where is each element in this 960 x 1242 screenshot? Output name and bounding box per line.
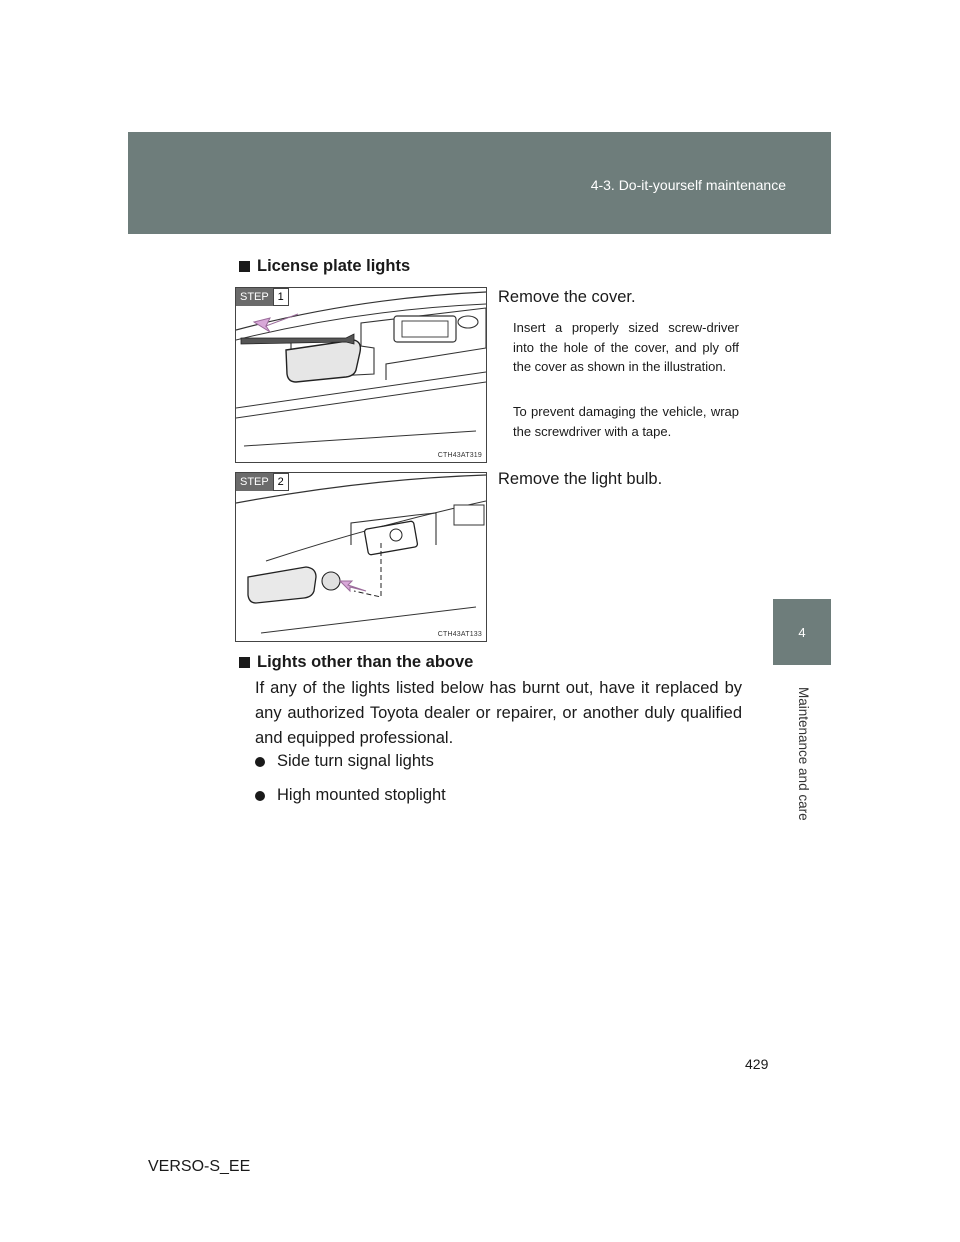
- bullet-dot-icon: [255, 791, 265, 801]
- list-item-text: Side turn signal lights: [277, 752, 434, 770]
- step1-badge: [236, 288, 289, 306]
- step1-illustration: [236, 288, 486, 462]
- section-title: 4-3. Do-it-yourself maintenance: [590, 177, 786, 193]
- step2-figure-code: CTH43AT133: [437, 631, 482, 638]
- step1-badge-label: STEP: [236, 288, 273, 306]
- step2-badge-number: 2: [273, 473, 289, 491]
- step1-figure: [235, 287, 487, 463]
- step1-title: Remove the cover.: [498, 288, 636, 306]
- chapter-tab-label: Maintenance and care: [796, 687, 811, 821]
- step2-title: Remove the light bulb.: [498, 470, 663, 488]
- other-lights-paragraph: If any of the lights listed below has burnt out, have it replaced by any authorized Toyota dealer or repairer, or another duly qualified and equipped professional.: [255, 679, 742, 747]
- step1-figure-code: CTH43AT319: [437, 452, 482, 459]
- step2-badge: [236, 473, 289, 491]
- other-lights-heading-text: Lights other than the above: [257, 653, 474, 671]
- step1-note-1: Insert a properly sized screw-driver into the hole of the cover, and ply off the cover as shown in the illustration.: [513, 320, 739, 374]
- list-item: [255, 786, 446, 805]
- license-plate-heading: [239, 257, 410, 276]
- other-lights-heading: [239, 653, 473, 672]
- page-number: 429: [745, 1056, 769, 1072]
- step2-illustration: [236, 473, 486, 641]
- square-bullet-icon: [239, 261, 250, 272]
- step1-note-2: To prevent damaging the vehicle, wrap the screwdriver with a tape.: [513, 404, 739, 439]
- license-plate-heading-text: License plate lights: [257, 257, 411, 275]
- step1-badge-number: 1: [273, 288, 289, 306]
- document-code: VERSO-S_EE: [148, 1158, 251, 1175]
- step2-figure: [235, 472, 487, 642]
- chapter-tab-number: 4: [773, 599, 831, 665]
- step2-badge-label: STEP: [236, 473, 273, 491]
- list-item-text: High mounted stoplight: [277, 786, 446, 804]
- header-band: [128, 132, 831, 234]
- list-item: [255, 752, 434, 771]
- bullet-dot-icon: [255, 757, 265, 767]
- square-bullet-icon: [239, 657, 250, 668]
